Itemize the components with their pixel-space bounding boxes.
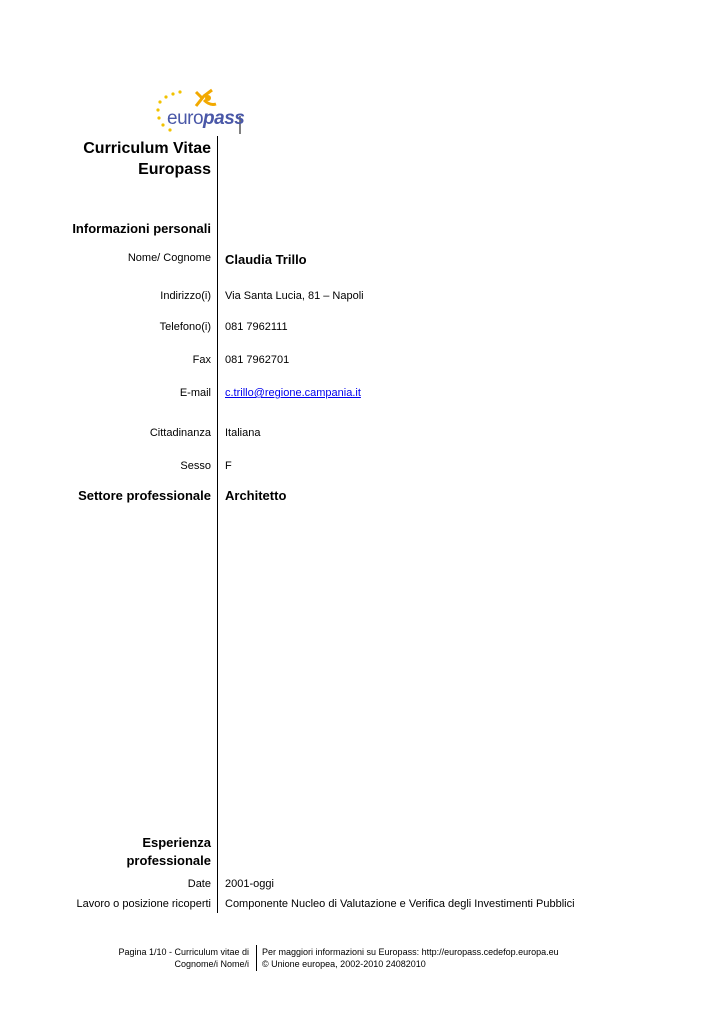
fax-value: 081 7962701 — [225, 354, 290, 366]
footer-divider — [256, 945, 257, 971]
date-value: 2001-oggi — [225, 878, 274, 890]
address-label: Indirizzo(i) — [160, 290, 211, 302]
experience-title-line1: Esperienza — [142, 835, 211, 850]
email-label: E-mail — [179, 387, 211, 399]
sector-label: Settore professionale — [78, 488, 211, 503]
footer-left-line2: Cognome/i Nome/i — [174, 959, 249, 969]
date-label: Date — [187, 878, 211, 890]
email-value-wrapper — [225, 387, 361, 399]
address-value: Via Santa Lucia, 81 – Napoli — [225, 290, 364, 302]
role-value: Componente Nucleo di Valutazione e Verifica degli Investimenti Pubblici — [225, 898, 575, 910]
cv-title — [83, 138, 211, 180]
name-label: Nome/ Cognome — [127, 252, 211, 264]
fax-label: Fax — [192, 354, 211, 366]
citizenship-value: Italiana — [225, 427, 261, 439]
footer-right-line2: © Unione europea, 2002-2010 24082010 — [262, 959, 426, 969]
footer-right — [262, 946, 559, 970]
section-experience — [126, 834, 211, 870]
section-personal-info: Informazioni personali — [72, 221, 211, 236]
europass-logo-text: europass — [167, 108, 245, 129]
cv-title-line1: Curriculum Vitae — [83, 140, 211, 157]
footer-left-line1: Pagina 1/10 - Curriculum vitae di — [118, 947, 249, 957]
sex-value: F — [225, 460, 232, 472]
experience-title-line2: professionale — [126, 853, 211, 868]
phone-value: 081 7962111 — [225, 321, 288, 333]
column-divider — [217, 136, 218, 913]
role-label: Lavoro o posizione ricoperti — [76, 898, 211, 910]
email-link[interactable]: c.trillo@regione.campania.it — [225, 387, 361, 399]
cv-title-line2: Europass — [138, 161, 211, 178]
footer-left — [118, 946, 249, 970]
phone-label: Telefono(i) — [159, 321, 211, 333]
sector-value: Architetto — [225, 488, 287, 503]
name-value: Claudia Trillo — [225, 252, 307, 267]
sex-label: Sesso — [180, 460, 211, 472]
citizenship-label: Cittadinanza — [149, 427, 211, 439]
footer-right-line1: Per maggiori informazioni su Europass: http://europass.cedefop.europa.eu — [262, 947, 559, 957]
